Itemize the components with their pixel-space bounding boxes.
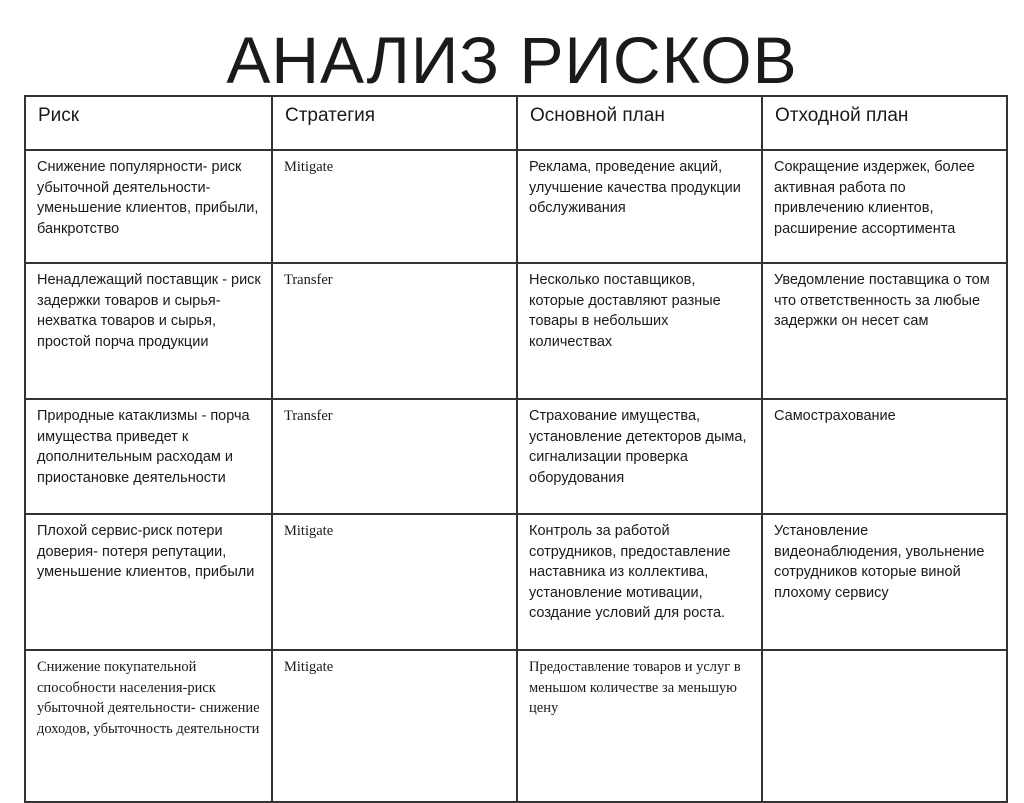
main-plan-cell: Реклама, проведение акций, улучшение качества продукции обслуживания [517,150,762,263]
table-row [25,514,1007,650]
risk-cell: Снижение популярности- риск убыточной деятельности- уменьшение клиентов, прибыли, банкротство [25,150,272,263]
strategy-cell: Mitigate [272,650,517,802]
header-fallback-plan: Отходной план [762,96,1007,150]
header-main-plan: Основной план [517,96,762,150]
fallback-plan-cell: Сокращение издержек, более активная работа по привлечению клиентов, расширение ассортимента [762,150,1007,263]
main-plan-cell: Страхование имущества, установление детекторов дыма, сигнализации проверка оборудования [517,399,762,514]
table-row [25,150,1007,263]
header-strategy: Стратегия [272,96,517,150]
risk-cell: Природные катаклизмы - порча имущества приведет к дополнительным расходам и приостановке деятельности [25,399,272,514]
strategy-cell: Mitigate [272,150,517,263]
risk-cell: Снижение покупательной способности населения-риск убыточной деятельности- снижение доходов, убыточность деятельности [25,650,272,802]
header-risk: Риск [25,96,272,150]
risk-cell: Ненадлежащий поставщик - риск задержки товаров и сырья- нехватка товаров и сырья, простой порча продукции [25,263,272,399]
table-row [25,399,1007,514]
strategy-cell: Transfer [272,399,517,514]
fallback-plan-cell: Установление видеонаблюдения, увольнение сотрудников которые виной плохому сервису [762,514,1007,650]
table-row [25,263,1007,399]
table-header-row [25,96,1007,150]
fallback-plan-cell: Уведомление поставщика о том что ответственность за любые задержки он несет сам [762,263,1007,399]
strategy-cell: Mitigate [272,514,517,650]
table-row [25,650,1007,802]
fallback-plan-cell: Самострахование [762,399,1007,514]
fallback-plan-cell [762,650,1007,802]
main-plan-cell: Предоставление товаров и услуг в меньшом количестве за меньшую цену [517,650,762,802]
page-title: АНАЛИЗ РИСКОВ [226,23,798,97]
risk-cell: Плохой сервис-риск потери доверия- потеря репутации, уменьшение клиентов, прибыли [25,514,272,650]
risk-analysis-table [24,95,1008,803]
main-plan-cell: Контроль за работой сотрудников, предоставление наставника из коллектива, установление мотивации, создание условий для роста. [517,514,762,650]
main-plan-cell: Несколько поставщиков, которые доставляют разные товары в небольших количествах [517,263,762,399]
strategy-cell: Transfer [272,263,517,399]
